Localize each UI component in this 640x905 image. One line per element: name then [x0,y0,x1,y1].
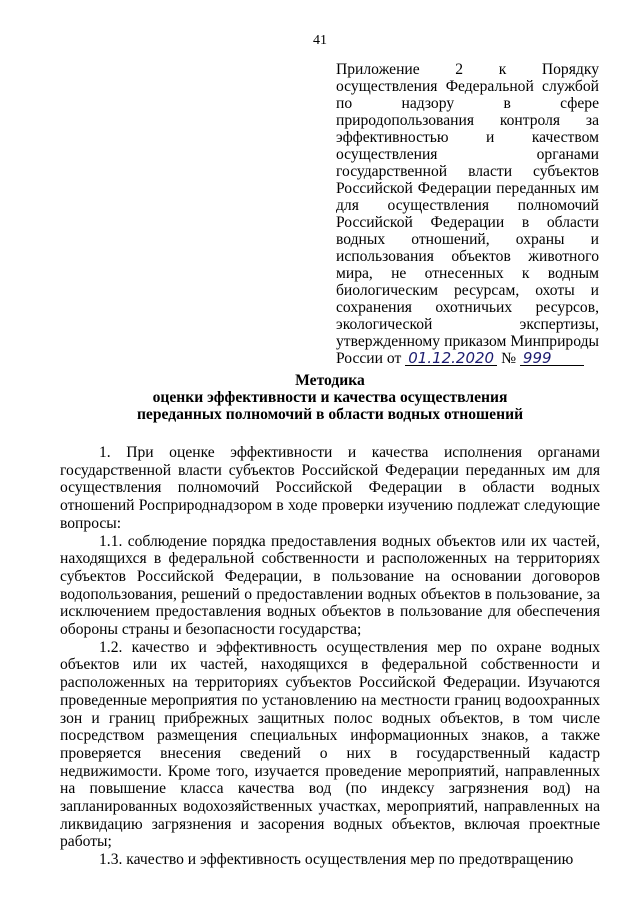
document-body [60,444,600,869]
page-number: 41 [313,33,327,48]
paragraph-1-2: 1.2. качество и эффективность осуществления мер по охране водных объектов или их частей, находящихся в федеральной собственности и расположенных на территориях субъектов Российской Федерации. Изучаются проведенные мероприятия по установлению на местности границ водоохранных зон и границ прибрежных защитных полос водных объектов, в том числе посредством размещения специальных информационных знаков, а также проверяется внесения сведений о них в государственный кадастр недвижимости. Кроме того, изучается проведение мероприятий, направленных на повышение класса качества вод (по индексу загрязнения вод) на запланированных водохозяйственных участках, мероприятий, направленных на ликвидацию загрязнения и засорения водных объектов, включая проектные работы; [60,638,600,851]
approval-number: 999 [520,351,584,366]
paragraph-1: 1. При оценке эффективности и качества исполнения органами государственной власти субъектов Российской Федерации переданных им для осуществления полномочий Российской Федерации в области водных отношений Росприроднадзором в ходе проверки изучению подлежат следующие вопросы: [60,444,600,532]
title-heading: Методика [295,372,365,389]
appendix-text: Приложение 2 к Порядку осуществления Федеральной службой по надзору в сфере природопользования контроля за эффективностью и качеством осуществления органами государственной власти субъектов Российской Федерации переданных им для осуществления полномочий Российской Федерации в области водных отношений, охраны и использования объектов животного мира, не отнесенных к водным биологическим ресурсам, охоты и сохранения охотничьих ресурсов, экологической экспертизы, утвержденному приказом Минприроды [336,61,599,350]
document-title [60,372,600,423]
number-sign: № [501,350,517,367]
approval-line [336,350,599,367]
appendix-block [336,61,599,367]
approval-prefix: России от [336,350,402,367]
title-subheading: оценки эффективности и качества осуществления переданных полномочий в области водных отношений [136,389,524,423]
paragraph-1-3: 1.3. качество и эффективность осуществления мер по предотвращению [99,851,574,869]
paragraph-1-1: 1.1. соблюдение порядка предоставления водных объектов или их частей, находящихся в федеральной собственности и расположенных на территориях субъектов Российской Федерации, в пользование на основании договоров водопользования, решений о предоставлении водных объектов в пользование, за исключением предоставления водных объектов в пользование для обеспечения обороны страны и безопасности государства; [60,532,600,639]
approval-date: 01.12.2020 [405,351,497,366]
